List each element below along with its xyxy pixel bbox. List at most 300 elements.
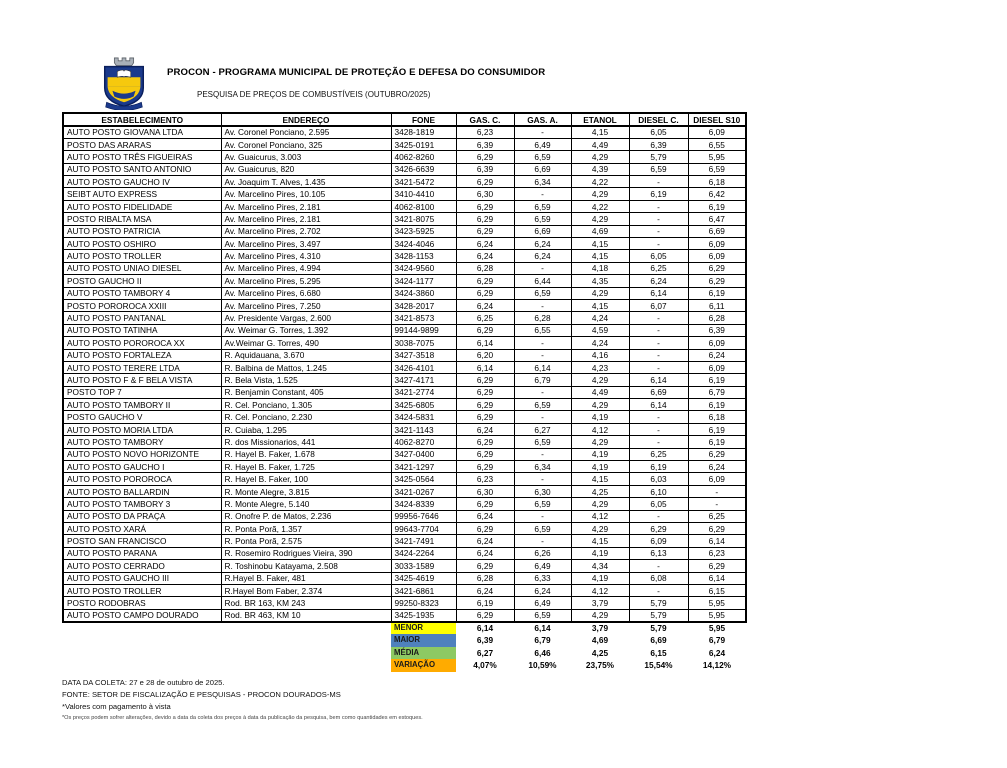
gas-a-price: 6,59 <box>514 200 571 212</box>
summary-spacer <box>63 647 391 660</box>
gas-c-price: 6,29 <box>456 225 514 237</box>
table-row <box>63 337 746 349</box>
gas-a-price: 6,59 <box>514 287 571 299</box>
gas-a-price: - <box>514 299 571 311</box>
summary-etanol-price: 3,79 <box>591 623 609 634</box>
gas-a-price: 6,69 <box>514 225 571 237</box>
summary-diesel-s10-price: 5,95 <box>708 623 726 634</box>
etanol-price: 3,79 <box>571 597 629 609</box>
etanol-price: 4,24 <box>571 337 629 349</box>
etanol-price: 4,39 <box>571 163 629 175</box>
establishment-name: AUTO POSTO XARÁ <box>63 523 221 535</box>
summary-gas-a-price: 6,46 <box>534 647 551 658</box>
gas-c-price: 6,29 <box>456 275 514 287</box>
etanol-price: 4,29 <box>571 287 629 299</box>
summary-row <box>63 647 746 660</box>
address: R. Hayel B. Faker, 1.725 <box>221 461 391 473</box>
etanol-price: 4,29 <box>571 213 629 225</box>
establishment-name: AUTO POSTO TROLLER <box>63 584 221 596</box>
table-row <box>63 324 746 336</box>
etanol-price: 4,16 <box>571 349 629 361</box>
diesel-s10-price: 6,39 <box>688 324 746 336</box>
diesel-c-price: 6,10 <box>629 485 688 497</box>
establishment-name: AUTO POSTO FIDELIDADE <box>63 200 221 212</box>
table-row <box>63 312 746 324</box>
phone: 3426-4101 <box>391 361 456 373</box>
summary-row <box>63 659 746 672</box>
gas-c-price: 6,30 <box>456 485 514 497</box>
gas-c-price: 6,28 <box>456 262 514 274</box>
etanol-price: 4,29 <box>571 399 629 411</box>
column-header-diesel-s10: DIESEL S10 <box>688 113 746 126</box>
address: R. Cuiaba, 1.295 <box>221 423 391 435</box>
payment-note: *Valores com pagamento à vista <box>62 701 171 711</box>
diesel-c-price: 6,09 <box>629 535 688 547</box>
summary-etanol-price: 4,25 <box>591 647 609 658</box>
gas-c-price: 6,30 <box>456 188 514 200</box>
table-row <box>63 225 746 237</box>
address: R. Ponta Porã, 1.357 <box>221 523 391 535</box>
gas-c-price: 6,29 <box>456 461 514 473</box>
gas-c-price: 6,29 <box>456 560 514 572</box>
address: Av. Marcelino Pires, 4.994 <box>221 262 391 274</box>
etanol-price: 4,12 <box>571 584 629 596</box>
summary-spacer <box>63 622 391 635</box>
diesel-s10-price: 6,69 <box>688 225 746 237</box>
table-row <box>63 126 746 138</box>
gas-c-price: 6,29 <box>456 176 514 188</box>
column-header-etanol: ETANOL <box>571 113 629 126</box>
diesel-s10-price: 6,79 <box>688 386 746 398</box>
establishment-name: AUTO POSTO PATRICIA <box>63 225 221 237</box>
gas-c-price: 6,25 <box>456 312 514 324</box>
summary-diesel-c-price: 5,79 <box>650 623 667 634</box>
diesel-c-price: - <box>629 349 688 361</box>
table-row <box>63 188 746 200</box>
gas-a-price: - <box>514 262 571 274</box>
establishment-name: AUTO POSTO GAUCHO III <box>63 572 221 584</box>
establishment-name: AUTO POSTO TATINHA <box>63 324 221 336</box>
diesel-c-price: - <box>629 436 688 448</box>
phone: 4062-8260 <box>391 151 456 163</box>
establishment-name: AUTO POSTO TRÊS FIGUEIRAS <box>63 151 221 163</box>
table-row <box>63 151 746 163</box>
gas-c-price: 6,23 <box>456 126 514 138</box>
etanol-price: 4,15 <box>571 299 629 311</box>
diesel-c-price: 5,79 <box>629 597 688 609</box>
establishment-name: AUTO POSTO PANTANAL <box>63 312 221 324</box>
table-row <box>63 461 746 473</box>
diesel-s10-price: 6,29 <box>688 275 746 287</box>
etanol-price: 4,29 <box>571 498 629 510</box>
diesel-c-price: - <box>629 560 688 572</box>
address: R. Toshinobu Katayama, 2.508 <box>221 560 391 572</box>
establishment-name: AUTO POSTO NOVO HORIZONTE <box>63 448 221 460</box>
gas-a-price: 6,49 <box>514 138 571 150</box>
gas-c-price: 6,23 <box>456 473 514 485</box>
table-row <box>63 547 746 559</box>
gas-a-price: 6,26 <box>514 547 571 559</box>
table-row <box>63 584 746 596</box>
summary-diesel-s10-price: 6,79 <box>708 635 726 646</box>
gas-a-price: 6,14 <box>514 361 571 373</box>
diesel-s10-price: 6,19 <box>688 399 746 411</box>
table-row <box>63 535 746 547</box>
establishment-name: AUTO POSTO BALLARDIN <box>63 485 221 497</box>
establishment-name: AUTO POSTO FORTALEZA <box>63 349 221 361</box>
diesel-s10-price: 6,28 <box>688 312 746 324</box>
table-row <box>63 498 746 510</box>
address: R. Monte Alegre, 5.140 <box>221 498 391 510</box>
phone: 3421-1143 <box>391 423 456 435</box>
etanol-price: 4,29 <box>571 374 629 386</box>
establishment-name: AUTO POSTO CAMPO DOURADO <box>63 609 221 621</box>
diesel-s10-price: 6,25 <box>688 510 746 522</box>
summary-row <box>63 634 746 647</box>
establishment-name: AUTO POSTO PARANA <box>63 547 221 559</box>
table-row <box>63 238 746 250</box>
phone: 3428-2017 <box>391 299 456 311</box>
diesel-s10-price: 6,18 <box>688 176 746 188</box>
phone: 3421-5472 <box>391 176 456 188</box>
gas-a-price: 6,59 <box>514 151 571 163</box>
diesel-c-price: - <box>629 584 688 596</box>
summary-diesel-c-price: 6,69 <box>650 635 667 646</box>
gas-c-price: 6,24 <box>456 250 514 262</box>
column-header-estabelecimento: ESTABELECIMENTO <box>63 113 221 126</box>
gas-a-price: 6,59 <box>514 213 571 225</box>
summary-diesel-c-price: 15,54% <box>644 660 673 671</box>
table-row <box>63 374 746 386</box>
establishment-name: AUTO POSTO TAMBORY <box>63 436 221 448</box>
table-row <box>63 423 746 435</box>
phone: 3410-4410 <box>391 188 456 200</box>
source-line: FONTE: SETOR DE FISCALIZAÇÃO E PESQUISAS - PROCON DOURADOS-MS <box>62 689 341 699</box>
establishment-name: AUTO POSTO UNIAO DIESEL <box>63 262 221 274</box>
disclaimer-note: *Os preços podem sofrer alterações, devido a data da coleta dos preços à data da publicação da pesquisa, bem como quantidades em estoques. <box>62 714 423 721</box>
phone: 3421-0267 <box>391 485 456 497</box>
column-header-diesel-c: DIESEL C. <box>629 113 688 126</box>
diesel-s10-price: - <box>688 485 746 497</box>
summary-gas-c-price: 4,07% <box>473 660 497 671</box>
table-row <box>63 386 746 398</box>
phone: 3425-0564 <box>391 473 456 485</box>
establishment-name: AUTO POSTO F & F BELA VISTA <box>63 374 221 386</box>
fuel-price-table <box>62 112 747 672</box>
establishment-name: POSTO GAUCHO V <box>63 411 221 423</box>
diesel-c-price: 6,08 <box>629 572 688 584</box>
summary-label: VARIAÇÃO <box>391 659 456 672</box>
address: R.Hayel Bom Faber, 2.374 <box>221 584 391 596</box>
etanol-price: 4,29 <box>571 523 629 535</box>
gas-a-price: 6,24 <box>514 238 571 250</box>
diesel-s10-price: 6,09 <box>688 473 746 485</box>
gas-c-price: 6,29 <box>456 324 514 336</box>
diesel-s10-price: 6,09 <box>688 250 746 262</box>
summary-diesel-s10-price: 6,24 <box>708 647 726 658</box>
gas-c-price: 6,39 <box>456 138 514 150</box>
etanol-price: 4,19 <box>571 572 629 584</box>
diesel-s10-price: 6,19 <box>688 374 746 386</box>
diesel-s10-price: 6,24 <box>688 461 746 473</box>
gas-c-price: 6,29 <box>456 411 514 423</box>
etanol-price: 4,49 <box>571 386 629 398</box>
phone: 3424-3860 <box>391 287 456 299</box>
summary-diesel-c-price: 6,15 <box>650 647 667 658</box>
summary-body <box>63 622 746 672</box>
gas-c-price: 6,24 <box>456 423 514 435</box>
etanol-price: 4,15 <box>571 473 629 485</box>
diesel-s10-price: 6,15 <box>688 584 746 596</box>
phone: 3424-9560 <box>391 262 456 274</box>
etanol-price: 4,35 <box>571 275 629 287</box>
address: R. Rosemiro Rodrigues Vieira, 390 <box>221 547 391 559</box>
table-row <box>63 262 746 274</box>
table-row <box>63 473 746 485</box>
diesel-c-price: 5,79 <box>629 609 688 621</box>
table-row <box>63 163 746 175</box>
address: Av. Marcelino Pires, 2.181 <box>221 200 391 212</box>
establishment-name: AUTO POSTO GAUCHO IV <box>63 176 221 188</box>
diesel-c-price: - <box>629 200 688 212</box>
table-row <box>63 523 746 535</box>
diesel-c-price: 5,79 <box>629 151 688 163</box>
summary-diesel-s10-price: 14,12% <box>702 660 732 671</box>
phone: 3427-4171 <box>391 374 456 386</box>
diesel-s10-price: 6,29 <box>688 262 746 274</box>
gas-a-price: 6,24 <box>514 584 571 596</box>
summary-spacer <box>63 659 391 672</box>
gas-c-price: 6,24 <box>456 299 514 311</box>
gas-c-price: 6,29 <box>456 436 514 448</box>
establishment-name: POSTO TOP 7 <box>63 386 221 398</box>
diesel-c-price: - <box>629 176 688 188</box>
summary-gas-a-price: 6,79 <box>534 635 551 646</box>
etanol-price: 4,19 <box>571 448 629 460</box>
establishment-name: AUTO POSTO POROROCA XX <box>63 337 221 349</box>
column-header-endereco: ENDEREÇO <box>221 113 391 126</box>
establishment-name: AUTO POSTO POROROCA <box>63 473 221 485</box>
gas-a-price: 6,69 <box>514 163 571 175</box>
address: R. Hayel B. Faker, 1.678 <box>221 448 391 460</box>
table-row <box>63 287 746 299</box>
diesel-c-price: - <box>629 423 688 435</box>
table-row <box>63 176 746 188</box>
address: R. Balbina de Mattos, 1.245 <box>221 361 391 373</box>
phone: 99956-7646 <box>391 510 456 522</box>
diesel-c-price: - <box>629 324 688 336</box>
diesel-s10-price: 6,09 <box>688 238 746 250</box>
diesel-c-price: - <box>629 312 688 324</box>
diesel-s10-price: 6,19 <box>688 200 746 212</box>
table-row <box>63 572 746 584</box>
diesel-c-price: - <box>629 238 688 250</box>
gas-a-price: 6,28 <box>514 312 571 324</box>
document-header <box>95 56 545 110</box>
gas-c-price: 6,29 <box>456 498 514 510</box>
document-footer <box>62 678 423 721</box>
establishment-name: AUTO POSTO GIOVANA LTDA <box>63 126 221 138</box>
summary-etanol-price: 4,69 <box>591 635 609 646</box>
etanol-price: 4,15 <box>571 126 629 138</box>
gas-a-price: - <box>514 473 571 485</box>
table-row <box>63 213 746 225</box>
phone: 99643-7704 <box>391 523 456 535</box>
establishment-name: AUTO POSTO TERERE LTDA <box>63 361 221 373</box>
gas-a-price: 6,33 <box>514 572 571 584</box>
gas-c-price: 6,29 <box>456 386 514 398</box>
table-header <box>63 113 746 126</box>
phone: 3421-7491 <box>391 535 456 547</box>
establishment-name: POSTO POROROCA XXIII <box>63 299 221 311</box>
establishment-name: AUTO POSTO DA PRAÇA <box>63 510 221 522</box>
gas-c-price: 6,29 <box>456 151 514 163</box>
etanol-price: 4,15 <box>571 535 629 547</box>
diesel-c-price: - <box>629 411 688 423</box>
diesel-s10-price: 6,55 <box>688 138 746 150</box>
phone: 3424-4046 <box>391 238 456 250</box>
header-titles <box>167 56 545 99</box>
table-body <box>63 126 746 622</box>
diesel-c-price: 6,14 <box>629 287 688 299</box>
diesel-c-price: 6,59 <box>629 163 688 175</box>
summary-gas-a-price: 10,59% <box>528 660 557 671</box>
phone: 3421-8075 <box>391 213 456 225</box>
address: R. Aquidauana, 3.670 <box>221 349 391 361</box>
gas-c-price: 6,39 <box>456 163 514 175</box>
gas-a-price: 6,59 <box>514 436 571 448</box>
gas-a-price: - <box>514 188 571 200</box>
table-row <box>63 275 746 287</box>
diesel-s10-price: 6,23 <box>688 547 746 559</box>
phone: 3424-1177 <box>391 275 456 287</box>
address: R. Benjamin Constant, 405 <box>221 386 391 398</box>
address: Av. Marcelino Pires, 3.497 <box>221 238 391 250</box>
summary-spacer <box>63 634 391 647</box>
address: Av.Weimar G. Torres, 490 <box>221 337 391 349</box>
gas-c-price: 6,29 <box>456 523 514 535</box>
etanol-price: 4,34 <box>571 560 629 572</box>
establishment-name: SEIBT AUTO EXPRESS <box>63 188 221 200</box>
phone: 3426-6639 <box>391 163 456 175</box>
diesel-s10-price: 6,24 <box>688 349 746 361</box>
diesel-c-price: - <box>629 225 688 237</box>
address: Av. Weimar G. Torres, 1.392 <box>221 324 391 336</box>
gas-a-price: 6,30 <box>514 485 571 497</box>
gas-a-price: 6,24 <box>514 250 571 262</box>
etanol-price: 4,12 <box>571 423 629 435</box>
address: Av. Marcelino Pires, 6.680 <box>221 287 391 299</box>
address: R. Ponta Porã, 2.575 <box>221 535 391 547</box>
table-row <box>63 448 746 460</box>
diesel-s10-price: 6,09 <box>688 361 746 373</box>
diesel-c-price: 6,24 <box>629 275 688 287</box>
etanol-price: 4,25 <box>571 485 629 497</box>
diesel-s10-price: 6,18 <box>688 411 746 423</box>
gas-a-price: - <box>514 535 571 547</box>
address: Av. Marcelino Pires, 5.295 <box>221 275 391 287</box>
etanol-price: 4,29 <box>571 188 629 200</box>
phone: 4062-8270 <box>391 436 456 448</box>
establishment-name: POSTO SAN FRANCISCO <box>63 535 221 547</box>
establishment-name: POSTO RIBALTA MSA <box>63 213 221 225</box>
phone: 3424-2264 <box>391 547 456 559</box>
phone: 3424-5831 <box>391 411 456 423</box>
diesel-s10-price: 6,09 <box>688 337 746 349</box>
diesel-c-price: - <box>629 510 688 522</box>
column-header-gas-a: GAS. A. <box>514 113 571 126</box>
etanol-price: 4,19 <box>571 411 629 423</box>
address: Rod. BR 463, KM 10 <box>221 609 391 621</box>
etanol-price: 4,69 <box>571 225 629 237</box>
address: R. Cel. Ponciano, 2.230 <box>221 411 391 423</box>
gas-c-price: 6,24 <box>456 238 514 250</box>
gas-a-price: 6,59 <box>514 523 571 535</box>
phone: 3427-0400 <box>391 448 456 460</box>
phone: 3421-8573 <box>391 312 456 324</box>
etanol-price: 4,12 <box>571 510 629 522</box>
diesel-c-price: - <box>629 337 688 349</box>
gas-a-price: 6,34 <box>514 176 571 188</box>
diesel-c-price: 6,19 <box>629 188 688 200</box>
diesel-c-price: - <box>629 213 688 225</box>
gas-a-price: 6,59 <box>514 498 571 510</box>
diesel-s10-price: 6,29 <box>688 523 746 535</box>
diesel-c-price: 6,05 <box>629 250 688 262</box>
diesel-s10-price: 6,59 <box>688 163 746 175</box>
etanol-price: 4,22 <box>571 200 629 212</box>
gas-a-price: - <box>514 510 571 522</box>
gas-a-price: 6,55 <box>514 324 571 336</box>
gas-a-price: 6,79 <box>514 374 571 386</box>
address: Av. Presidente Vargas, 2.600 <box>221 312 391 324</box>
establishment-name: AUTO POSTO TAMBORY II <box>63 399 221 411</box>
collection-date: DATA DA COLETA: 27 e 28 de outubro de 2025. <box>62 678 225 687</box>
etanol-price: 4,59 <box>571 324 629 336</box>
diesel-s10-price: 6,29 <box>688 448 746 460</box>
etanol-price: 4,15 <box>571 238 629 250</box>
gas-a-price: - <box>514 411 571 423</box>
gas-a-price: - <box>514 386 571 398</box>
etanol-price: 4,15 <box>571 250 629 262</box>
gas-c-price: 6,29 <box>456 374 514 386</box>
establishment-name: POSTO RODOBRAS <box>63 597 221 609</box>
diesel-c-price: 6,29 <box>629 523 688 535</box>
diesel-c-price: 6,39 <box>629 138 688 150</box>
etanol-price: 4,18 <box>571 262 629 274</box>
gas-c-price: 6,14 <box>456 337 514 349</box>
phone: 3033-1589 <box>391 560 456 572</box>
gas-a-price: - <box>514 448 571 460</box>
table-row <box>63 250 746 262</box>
diesel-s10-price: 6,14 <box>688 535 746 547</box>
table-row <box>63 597 746 609</box>
table-row <box>63 609 746 621</box>
summary-gas-c-price: 6,39 <box>476 635 494 646</box>
diesel-c-price: 6,25 <box>629 448 688 460</box>
table-row <box>63 299 746 311</box>
summary-gas-c-price: 6,14 <box>476 623 494 634</box>
diesel-s10-price: - <box>688 498 746 510</box>
establishment-name: AUTO POSTO OSHIRO <box>63 238 221 250</box>
address: Av. Marcelino Pires, 7.250 <box>221 299 391 311</box>
phone: 3425-1935 <box>391 609 456 621</box>
address: R.Hayel B. Faker, 481 <box>221 572 391 584</box>
page-title: PROCON - PROGRAMA MUNICIPAL DE PROTEÇÃO E DEFESA DO CONSUMIDOR <box>167 67 546 78</box>
gas-a-price: - <box>514 126 571 138</box>
etanol-price: 4,22 <box>571 176 629 188</box>
column-header-gas-c: GAS. C. <box>456 113 514 126</box>
